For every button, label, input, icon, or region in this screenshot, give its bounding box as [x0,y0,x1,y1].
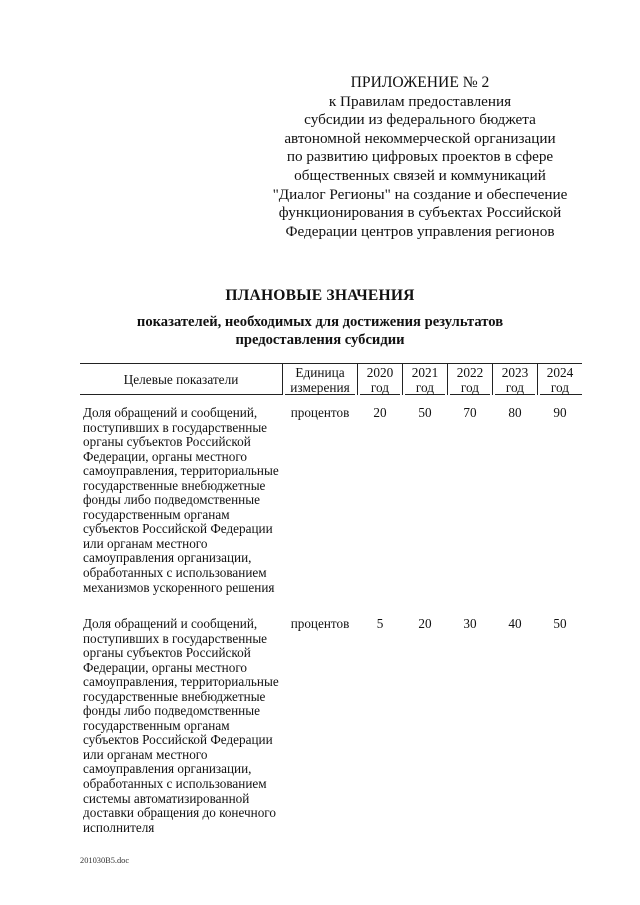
header-underline [80,394,282,395]
table-top-rule [80,363,582,364]
indicator-line: поступивших в государственные [83,630,268,646]
indicator-line: государственные внебюджетные [83,688,266,704]
indicator-line: государственным органам [83,506,230,522]
indicator-line: субъектов Российской Федерации [83,521,273,537]
header-year-2023 [493,366,537,396]
indicator-line: самоуправления, территориальные [83,674,279,690]
header-year-suffix: год [550,379,570,395]
appendix-line: функционирования в субъектах Российской [278,204,562,222]
indicator-line: поступивших в государственные [83,419,268,435]
appendix-header [240,74,600,241]
appendix-line: к Правилам предоставления [328,92,512,110]
table-cell-value: 40 [508,616,522,631]
indicator-line: субъектов Российской Федерации [83,732,273,748]
header-year-number: 2023 [501,365,529,380]
table-row-indicator [83,617,283,835]
appendix-number: ПРИЛОЖЕНИЕ № 2 [350,74,490,91]
header-year-2021 [403,366,447,396]
table-cell-value: 20 [418,616,432,631]
indicator-line: или органам местного [83,746,208,762]
table-cell-value: 70 [463,405,477,420]
indicator-line: доставки обращения до конечного [83,805,276,821]
indicator-line: обработанных с использованием [83,565,267,581]
appendix-line: по развитию цифровых проектов в сфере [286,148,554,166]
header-year-number: 2022 [456,365,484,380]
indicator-line: системы автоматизированной [83,790,250,806]
header-indicator: Целевые показатели [123,372,239,387]
indicator-line: органы субъектов Российской [83,645,251,661]
appendix-line: "Диалог Регионы" на создание и обеспечение [272,185,568,203]
table-cell-value: 50 [418,405,432,420]
table-cell-value: 5 [376,616,384,631]
indicator-line: Федерации, органы местного [83,659,248,675]
header-year-number: 2020 [366,365,394,380]
indicator-line: Федерации, органы местного [83,448,248,464]
table-cell-value: 90 [553,405,567,420]
table-cell-unit: процентов [290,405,350,420]
document-subtitle [120,313,520,349]
table-cell-value: 80 [508,405,522,420]
document-title: ПЛАНОВЫЕ ЗНАЧЕНИЯ [225,287,415,304]
header-year-suffix: год [505,379,525,395]
header-year-2024 [538,366,582,396]
indicator-line: самоуправления организации, [83,550,252,566]
appendix-line: автономной некоммерческой организации [284,129,556,147]
appendix-line: общественных связей и коммуникаций [294,166,546,184]
appendix-line: субсидии из федерального бюджета [304,111,536,129]
indicator-line: органы субъектов Российской [83,434,251,450]
indicator-line: самоуправления организации, [83,761,252,777]
table-row-indicator [83,406,283,595]
header-year-2020 [358,366,402,396]
indicator-line: механизмов ускоренного решения [83,579,275,595]
header-year-2022 [448,366,492,396]
indicator-line: фонды либо подведомственные [83,492,260,508]
appendix-line: Федерации центров управления регионов [285,222,555,240]
indicator-line: Доля обращений и сообщений, [83,616,258,631]
indicator-line: обработанных с использованием [83,776,267,792]
table-cell-value: 20 [373,405,387,420]
indicator-line: Доля обращений и сообщений, [83,405,258,420]
indicator-line: государственным органам [83,717,230,733]
indicator-line: государственные внебюджетные [83,477,266,493]
subtitle-line: предоставления субсидии [235,332,405,348]
header-year-suffix: год [415,379,435,395]
header-unit [283,366,357,396]
header-year-suffix: год [460,379,480,395]
file-name-footer: 201030B5.doc [80,856,130,865]
header-unit-line: измерения [290,379,350,395]
header-unit-line: Единица [295,365,345,380]
indicator-line: самоуправления, территориальные [83,463,279,479]
table-cell-value: 50 [553,616,567,631]
table-cell-unit: процентов [290,616,350,631]
table-cell-value: 30 [463,616,477,631]
header-year-number: 2024 [546,365,574,380]
subtitle-line: показателей, необходимых для достижения результатов [136,314,504,330]
indicator-line: исполнителя [83,819,155,835]
header-year-number: 2021 [411,365,439,380]
indicator-line: или органам местного [83,535,208,551]
header-year-suffix: год [370,379,390,395]
indicator-line: фонды либо подведомственные [83,703,260,719]
